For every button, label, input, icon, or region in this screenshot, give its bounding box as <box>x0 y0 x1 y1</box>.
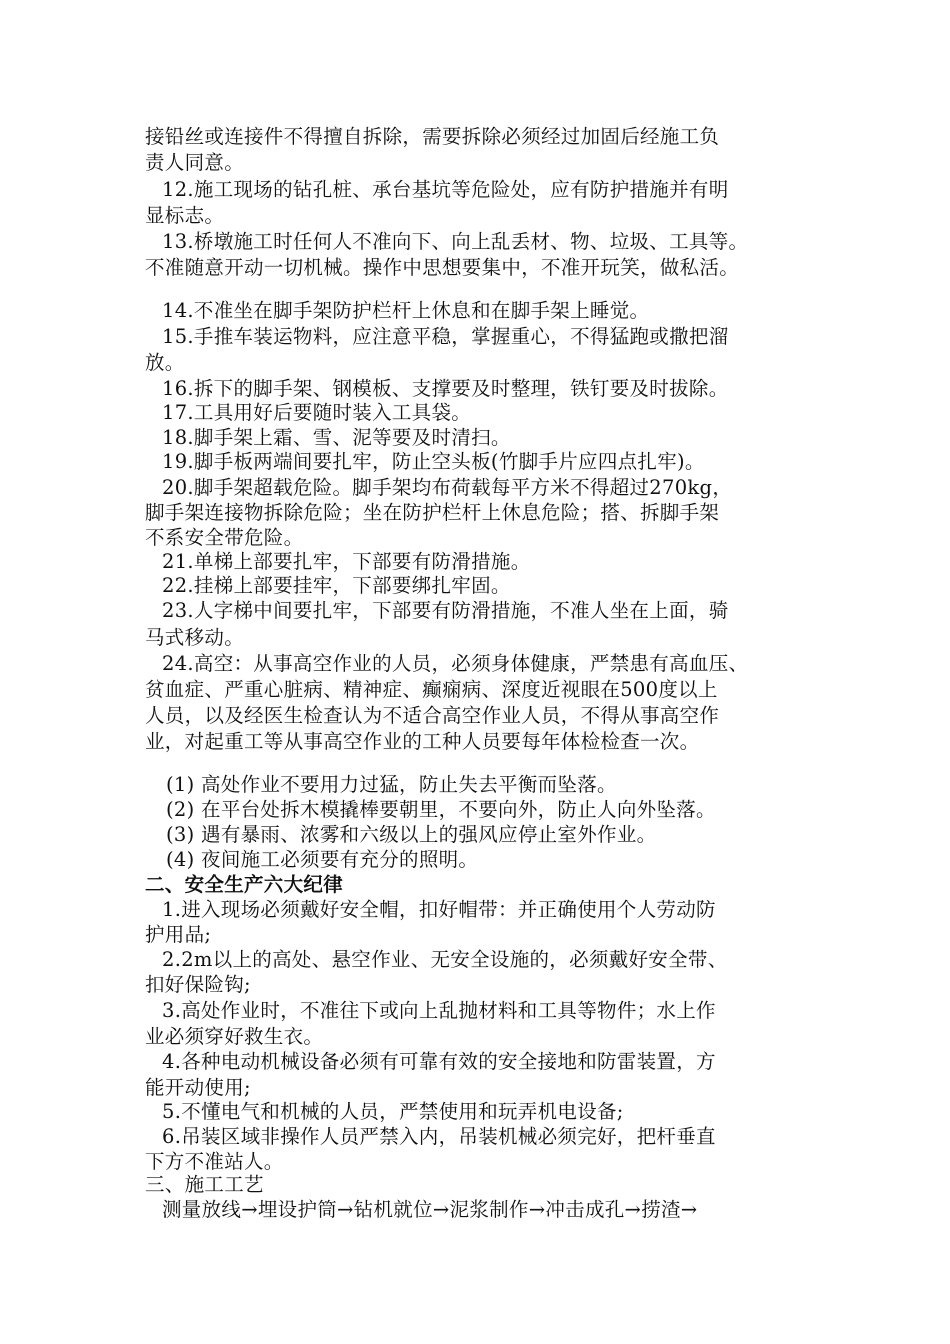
text-line: 不准随意开动一切机械。操作中思想要集中，不准开玩笑，做私活。 <box>145 256 740 279</box>
text-line: 5.不懂电气和机械的人员，严禁使用和玩弄机电设备; <box>162 1100 624 1123</box>
list-item: (1) 高处作业不要用力过猛，防止失去平衡而坠落。 <box>166 773 617 796</box>
list-item: (2) 在平台处拆木模撬棒要朝里，不要向外，防止人向外坠落。 <box>166 798 716 821</box>
text-line: 2.2m以上的高处、悬空作业、无安全设施的，必须戴好安全带、 <box>162 948 728 971</box>
text-line: 马式移动。 <box>145 626 245 649</box>
text-line: 放。 <box>145 351 185 374</box>
text-line: 16.拆下的脚手架、钢模板、支撑要及时整理，铁钉要及时拔除。 <box>162 377 729 400</box>
text-line: 人员，以及经医生检查认为不适合高空作业人员，不得从事高空作 <box>145 704 720 727</box>
text-line: 17.工具用好后要随时装入工具袋。 <box>162 401 472 424</box>
text-line: 扣好保险钩; <box>145 973 251 996</box>
text-line: 1.进入现场必须戴好安全帽，扣好帽带：并正确使用个人劳动防 <box>162 898 716 921</box>
text-line: 15.手推车装运物料，应注意平稳，掌握重心，不得猛跑或撒把溜 <box>162 325 729 348</box>
text-line: 业必须穿好救生衣。 <box>145 1025 324 1048</box>
text-line: 贫血症、严重心脏病、精神症、癫痫病、深度近视眼在500度以上 <box>145 678 718 701</box>
text-line: 责人同意。 <box>145 151 245 174</box>
text-line: 14.不准坐在脚手架防护栏杆上休息和在脚手架上睡觉。 <box>162 299 650 322</box>
text-line: 23.人字梯中间要扎牢，下部要有防滑措施，不准人坐在上面，骑 <box>162 599 729 622</box>
text-line: 脚手架连接物拆除危险；坐在防护栏杆上休息危险；搭、拆脚手架 <box>145 501 720 524</box>
text-line: 能开动使用; <box>145 1076 251 1099</box>
text-line: 不系安全带危险。 <box>145 526 304 549</box>
text-line: 4.各种电动机械设备必须有可靠有效的安全接地和防雷装置，方 <box>162 1050 716 1073</box>
text-line: 接铅丝或连接件不得擅自拆除，需要拆除必须经过加固后经施工负 <box>145 125 720 148</box>
text-line: 显标志。 <box>145 204 225 227</box>
text-line: 13.桥墩施工时任何人不准向下、向上乱丢材、物、垃圾、工具等。 <box>162 230 749 253</box>
text-line: 3.高处作业时，不准往下或向上乱抛材料和工具等物件；水上作 <box>162 999 716 1022</box>
section-heading: 三、施工工艺 <box>145 1173 264 1196</box>
text-line: 22.挂梯上部要挂牢，下部要绑扎牢固。 <box>162 574 511 597</box>
list-item: (4) 夜间施工必须要有充分的照明。 <box>166 848 479 871</box>
text-line: 业，对起重工等从事高空作业的工种人员要每年体检检查一次。 <box>145 730 700 753</box>
text-line: 24.高空：从事高空作业的人员，必须身体健康，严禁患有高血压、 <box>162 652 749 675</box>
text-line: 21.单梯上部要扎牢，下部要有防滑措施。 <box>162 550 531 573</box>
section-heading: 二、安全生产六大纪律 <box>145 873 344 896</box>
text-line: 20.脚手架超载危险。脚手架均布荷载每平方米不得超过270kg， <box>162 476 733 499</box>
list-item: (3) 遇有暴雨、浓雾和六级以上的强风应停止室外作业。 <box>166 823 657 846</box>
text-line: 12.施工现场的钻孔桩、承台基坑等危险处，应有防护措施并有明 <box>162 178 729 201</box>
text-line: 18.脚手架上霜、雪、泥等要及时清扫。 <box>162 426 511 449</box>
text-line: 下方不准站人。 <box>145 1150 284 1173</box>
text-line: 6.吊装区域非操作人员严禁入内，吊装机械必须完好，把杆垂直 <box>162 1125 716 1148</box>
text-line: 护用品; <box>145 923 212 946</box>
text-line: 测量放线→埋设护筒→钻机就位→泥浆制作→冲击成孔→捞渣→ <box>162 1198 698 1221</box>
text-line: 19.脚手板两端间要扎牢，防止空头板(竹脚手片应四点扎牢)。 <box>162 450 705 473</box>
